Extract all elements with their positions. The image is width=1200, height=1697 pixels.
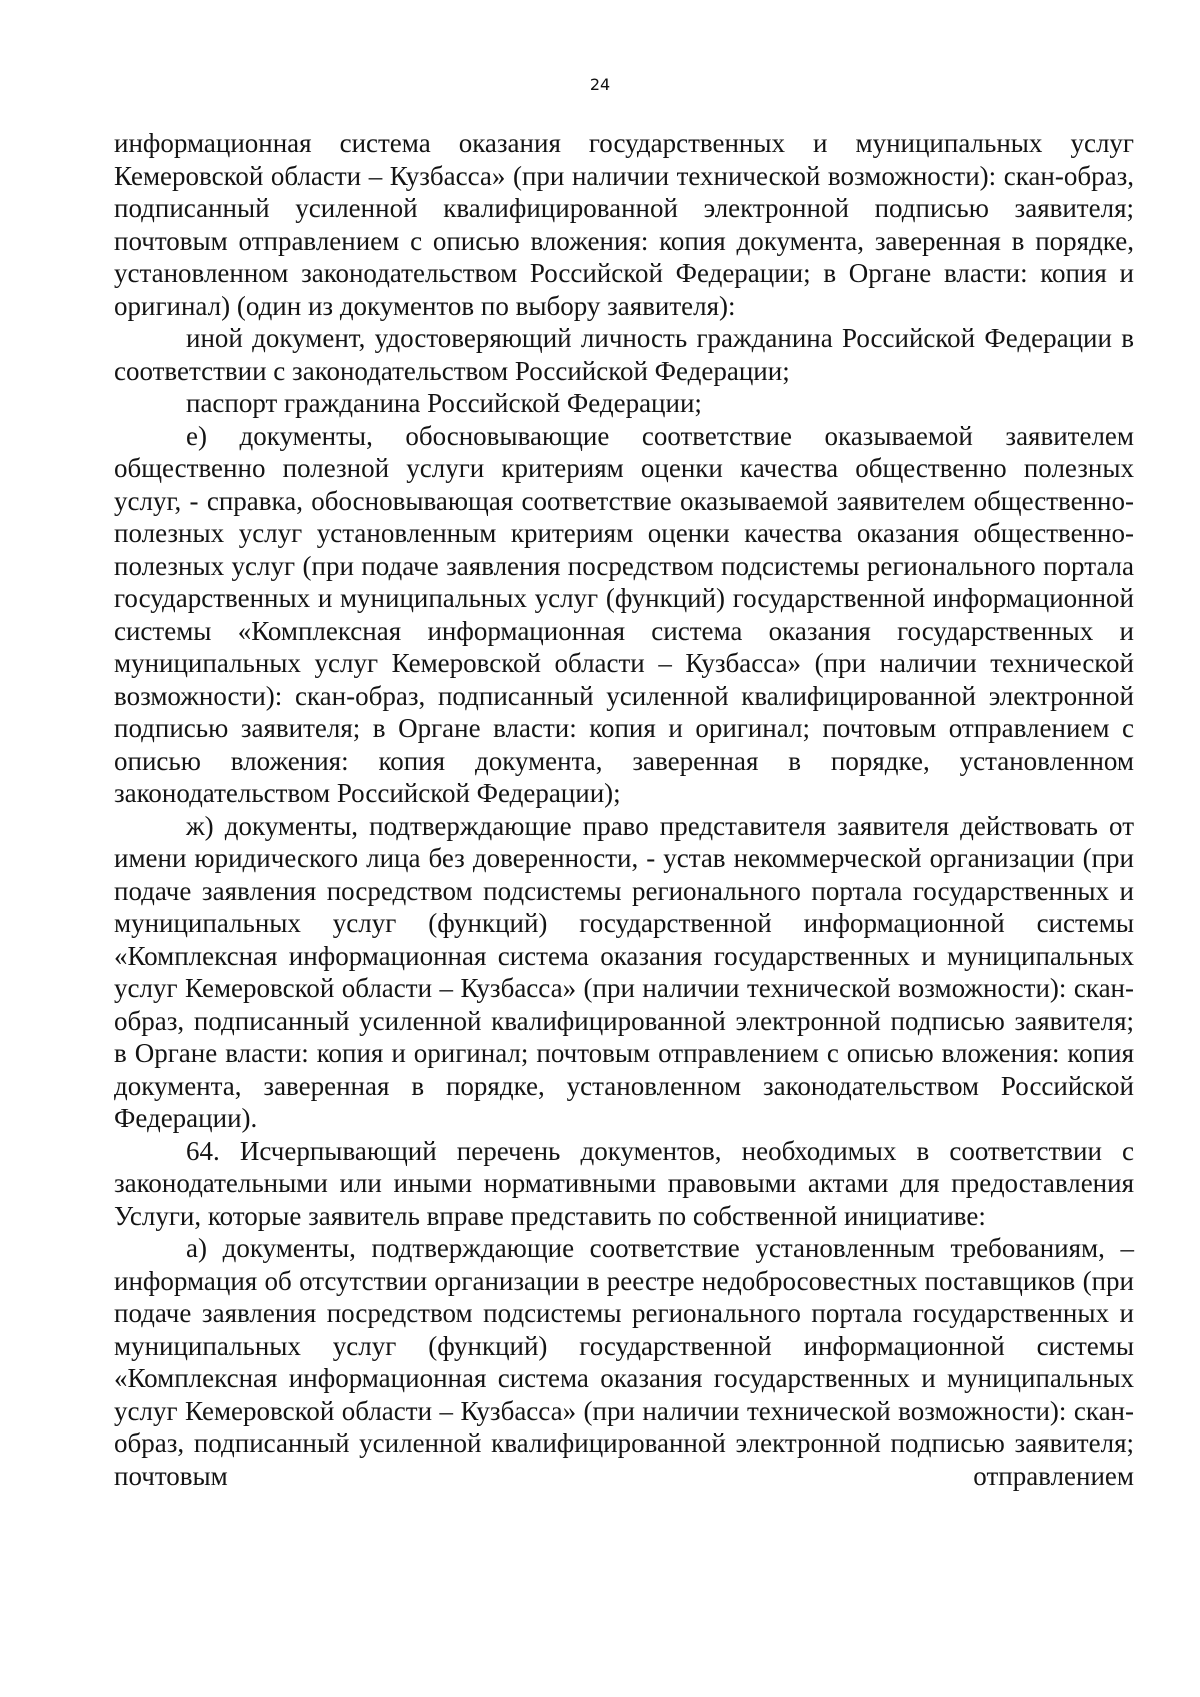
paragraph-passport: паспорт гражданина Российской Федерации;: [186, 388, 702, 418]
paragraph-item-a: а) документы, подтверждающие соответствие установленным требованиям, – информация об отсутствии организации в реестре недобросовестных поставщиков (при подаче заявления посредством подсистемы регионального портала государственных и муниципальных услуг (функций) государственной информационной системы «Комплексная информационная система оказания государственных и муниципальных услуг Кемеровской области – Кузбасса» (при наличии технической возможности): скан-образ, подписанный усиленной квалифицированной электронной подписью заявителя; почтовым отправлением: [114, 1233, 1134, 1491]
paragraph-section-64: 64. Исчерпывающий перечень документов, необходимых в соответствии с законодательными или иными нормативными правовыми актами для предоставления Услуги, которые заявитель вправе представить по собственной инициативе:: [114, 1135, 1134, 1231]
document-body: [114, 127, 1134, 1492]
page-number: 24: [589, 75, 611, 94]
paragraph-continuation: информационная система оказания государственных и муниципальных услуг Кемеровской области – Кузбасса» (при наличии технической возможности): скан-образ, подписанный усиленной квалифицированной электронной подписью заявителя; почтовым отправлением с описью вложения: копия документа, заверенная в порядке, установленном законодательством Российской Федерации; в Органе власти: копия и оригинал) (один из документов по выбору заявителя):: [114, 128, 1134, 321]
paragraph-other-id-document: иной документ, удостоверяющий личность гражданина Российской Федерации в соответствии с законодательством Российской Федерации;: [114, 323, 1134, 386]
paragraph-item-e: е) документы, обосновывающие соответствие оказываемой заявителем общественно полезной услуги критериям оценки качества общественно полезных услуг, - справка, обосновывающая соответствие оказываемой заявителем общественно-полезных услуг установленным критериям оценки качества оказания общественно-полезных услуг (при подаче заявления посредством подсистемы регионального портала государственных и муниципальных услуг (функций) государственной информационной системы «Комплексная информационная система оказания государственных и муниципальных услуг Кемеровской области – Кузбасса» (при наличии технической возможности): скан-образ, подписанный усиленной квалифицированной электронной подписью заявителя; в Органе власти: копия и оригинал; почтовым отправлением с описью вложения: копия документа, заверенная в порядке, установленном законодательством Российской Федерации);: [114, 420, 1134, 808]
paragraph-item-zh: ж) документы, подтверждающие право представителя заявителя действовать от имени юридического лица без доверенности, - устав некоммерческой организации (при подаче заявления посредством подсистемы регионального портала государственных и муниципальных услуг (функций) государственной информационной системы «Комплексная информационная система оказания государственных и муниципальных услуг Кемеровской области – Кузбасса» (при наличии технической возможности): скан-образ, подписанный усиленной квалифицированной электронной подписью заявителя; в Органе власти: копия и оригинал; почтовым отправлением с описью вложения: копия документа, заверенная в порядке, установленном законодательством Российской Федерации).: [114, 810, 1134, 1133]
